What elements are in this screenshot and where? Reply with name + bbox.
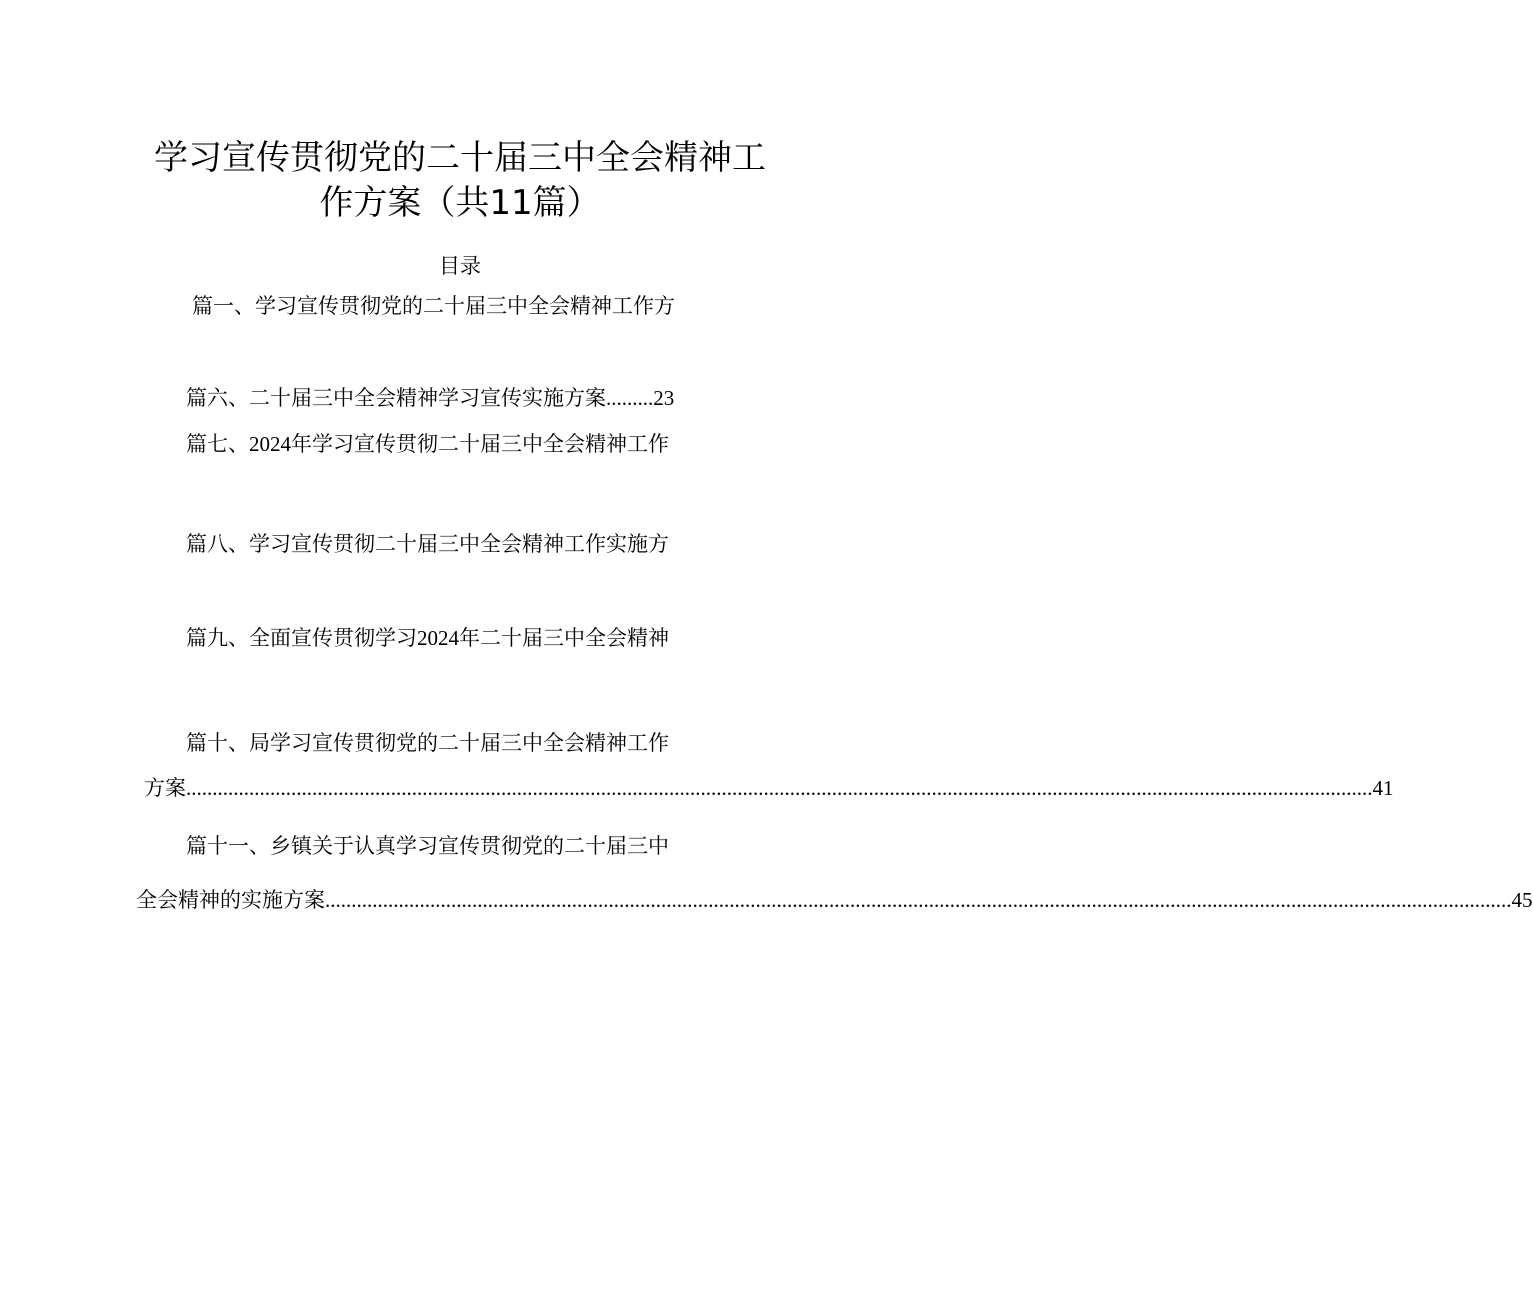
toc-entry-3[interactable] — [186, 430, 669, 458]
toc-entry-7-leader-dots: .................................................................................................................................................................................................................................. — [325, 888, 1512, 912]
toc-entry-7-continuation[interactable] — [136, 886, 1533, 914]
toc-entry-3-prefix: 篇七、 — [186, 432, 249, 456]
toc-entry-6-continuation[interactable] — [144, 774, 1394, 802]
toc-entry-6-leader-dots: .................................................................................................................................................................................................................................. — [186, 776, 1373, 800]
toc-entry-6-cont: 方案 — [144, 776, 186, 800]
toc-entry-5[interactable] — [186, 624, 669, 652]
toc-entry-7-cont: 全会精神的实施方案 — [136, 888, 325, 912]
toc-entry-7[interactable]: 篇十一、乡镇关于认真学习宣传贯彻党的二十届三中 — [186, 834, 669, 858]
toc-entry-6[interactable]: 篇十、局学习宣传贯彻党的二十届三中全会精神工作 — [186, 731, 669, 755]
document-title-line-1: 学习宣传贯彻党的二十届三中全会精神工 — [154, 138, 766, 178]
toc-entry-6-page: 41 — [1372, 776, 1394, 800]
toc-heading: 目录 — [439, 254, 481, 278]
toc-entry-2-text: 篇六、二十届三中全会精神学习宣传实施方案 — [186, 386, 606, 410]
toc-entry-2-dots: ......... — [606, 386, 654, 410]
toc-entry-3-text: 年学习宣传贯彻二十届三中全会精神工作 — [291, 432, 669, 456]
toc-entry-5-text: 年二十届三中全会精神 — [459, 626, 669, 650]
toc-entry-2-page: 23 — [653, 386, 675, 410]
toc-entry-1[interactable]: 篇一、学习宣传贯彻党的二十届三中全会精神工作方 — [192, 294, 675, 318]
toc-entry-5-year: 2024 — [417, 626, 459, 650]
toc-entry-3-year: 2024 — [249, 432, 291, 456]
document-title-line-2: 作方案（共11篇） — [319, 183, 601, 223]
toc-entry-5-prefix: 篇九、全面宣传贯彻学习 — [186, 626, 417, 650]
toc-entry-2[interactable] — [186, 384, 674, 412]
toc-entry-4[interactable]: 篇八、学习宣传贯彻二十届三中全会精神工作实施方 — [186, 532, 669, 556]
toc-entry-7-page: 45 — [1511, 888, 1533, 912]
